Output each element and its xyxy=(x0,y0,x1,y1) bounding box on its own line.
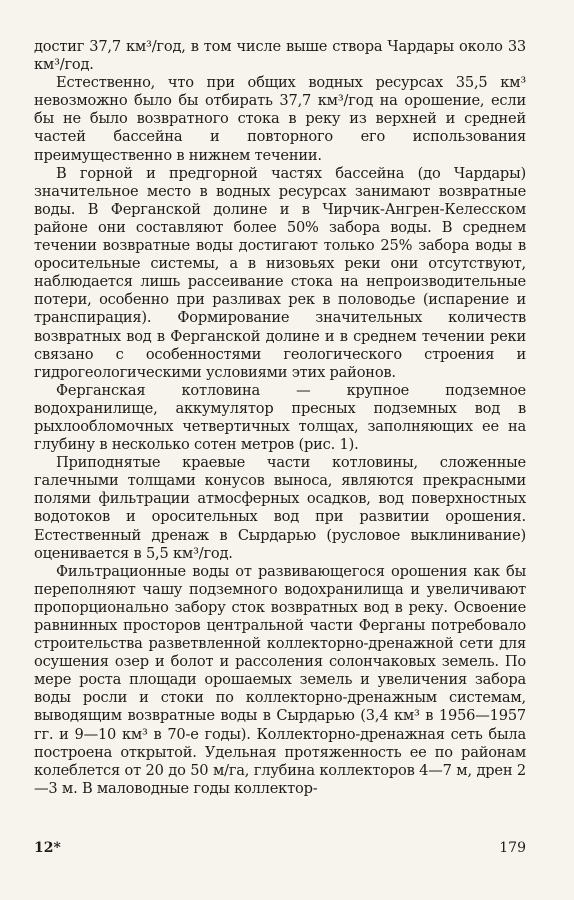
page-number: 179 xyxy=(499,840,526,856)
signature-mark: 12* xyxy=(34,840,61,856)
paragraph-1: достиг 37,7 км³/год, в том числе выше створа Чардары около 33 км³/год. xyxy=(34,38,526,74)
paragraph-6: Фильтрационные воды от развивающегося орошения как бы переполняют чашу подземного водохранилища и увеличивают пропорционально забору сток возвратных вод в реку. Освоение равнинных просторов центральной части Ферганы потребовало строительства разветвленной коллекторно-дренажной сети для осушения озер и болот и рассоления солончаковых земель. По мере роста площади орошаемых земель и увеличения забора воды росли и стоки по коллекторно-дренажным системам, выводящим возвратные воды в Сырдарью (3,4 км³ в 1956—1957 гг. и 9—10 км³ в 70-е годы). Коллекторно-дренажная сеть была построена открытой. Удельная протяженность ее по районам колеблется от 20 до 50 м/га, глубина коллекторов 4—7 м, дрен 2—3 м. В маловодные годы коллектор- xyxy=(34,562,526,797)
paragraph-4: Ферганская котловина — крупное подземное водохранилище, аккумулятор пресных подземных вод в рыхлообломочных четвертичных толщах, заполняющих ее на глубину в несколько сотен метров (рис. 1). xyxy=(34,381,526,454)
body-text xyxy=(34,38,526,798)
paragraph-5: Приподнятые краевые части котловины, сложенные галечными толщами конусов выноса, являются прекрасными полями фильтрации атмосферных осадков, вод поверхностных водотоков и оросительных вод при развитии орошения. Естественный дренаж в Сырдарью (русловое выклинивание) оценивается в 5,5 км³/год. xyxy=(34,454,526,562)
paragraph-3: В горной и предгорной частях бассейна (до Чардары) значительное место в водных ресурсах занимают возвратные воды. В Ферганской долине и в Чирчик-Ангрен-Келесском районе они составляют более 50% забора воды. В среднем течении возвратные воды достигают только 25% забора воды в оросительные системы, а в низовьях реки они отсутствуют, наблюдается лишь рассеивание стока на непроизводительные потери, особенно при разливах рек в половодье (испарение и транспирация). Формирование значительных количеств возвратных вод в Ферганской долине и в среднем течении реки связано с особенностями геологического строения и гидрогеологическими условиями этих районов. xyxy=(34,164,526,381)
paragraph-2: Естественно, что при общих водных ресурсах 35,5 км³ невозможно было бы отбирать 37,7 км³/год на орошение, если бы не было возвратного стока в реку из верхней и средней частей бассейна и повторного его использования преимущественно в нижнем течении. xyxy=(34,74,526,164)
